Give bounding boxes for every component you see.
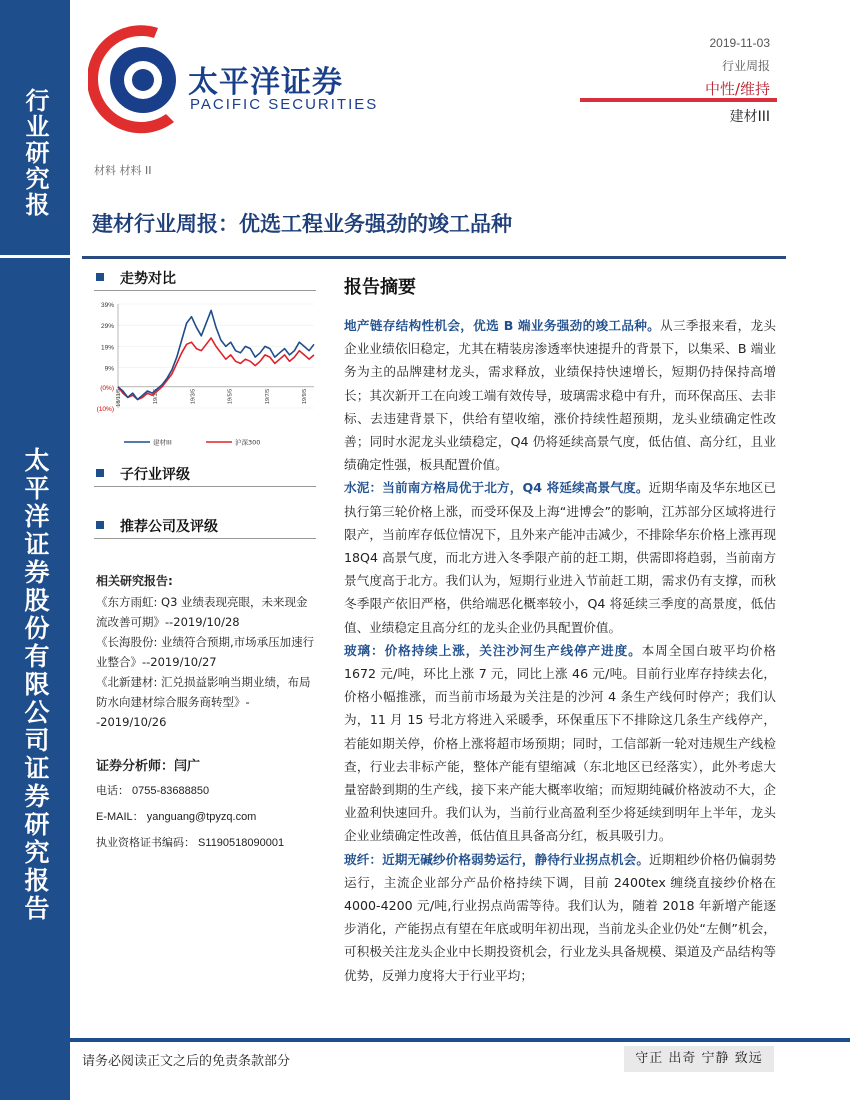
section-divider: [94, 290, 316, 291]
company-vertical-label: 太平洋证券股份有限公司证券研究报告: [21, 447, 50, 923]
summary-paragraph: [344, 476, 776, 638]
subsector-section-heading: [96, 464, 190, 484]
chart-x-tick-label: 19/7/5: [264, 388, 271, 405]
analyst-email[interactable]: E-MAIL： yanguang@tpyzq.com: [96, 811, 257, 823]
summary-paragraph: [344, 848, 776, 987]
paragraph-lead: 水泥：当前南方格局优于北方，Q4 将延续高景气度。: [344, 480, 649, 496]
paragraph-lead: 玻璃：价格持续上涨，关注沙河生产线停产进度。: [344, 642, 642, 658]
summary-paragraph: [344, 314, 776, 476]
related-report-link[interactable]: 《长海股份: 业绩符合预期,市场承压加速行业整合》--2019/10/27: [96, 635, 315, 669]
title-divider: [82, 256, 786, 259]
recommend-section-title: 推荐公司及评级: [120, 519, 218, 535]
paragraph-body: 从三季报来看，龙头企业业绩依旧稳定，尤其在精装房渗透率快速提升的背景下，以集采、B 端业务为主的品牌建材龙头，需求释放，业绩保持快速增长，短期仍持保持高增长；其次新开工在向竣工端有效传导，玻璃需求稳中有升，而环保高压、去非标、去违建背景下，供给有望收缩，涨价持续性超预期，龙头业绩确定性改善；同时水泥龙头业绩稳定，Q4 仍将延续高景气度，低估值、高分红，且业绩确定性强，板具配置价值。: [344, 318, 776, 473]
analyst-license: 执业资格证书编码： S1190518090001: [96, 837, 285, 849]
paragraph-body: 近期粗纱价格仍偏弱势运行，主流企业部分产品价格持续下调，目前 2400tex 缠绕直接纱价格在 4000-4200 元/吨,行业拐点尚需等待。我们认为，随着 2018 年新增产能逐步消化，产能拐点有望在年底或明年初出现，当前龙头企业仍处“左侧”机会，可积极关注龙头企业中长期投资机会，行业龙头具备规模、渠道及产品结构等优势，反弹力度将大于行业平均；: [344, 851, 777, 983]
industry-rating: 中性/维持: [704, 80, 770, 98]
chart-legend-label: 沪深300: [235, 438, 261, 447]
chart-y-tick-label: 9%: [104, 365, 114, 373]
paragraph-lead: 地产链存结构性机会，优选 B 端业务强劲的竣工品种。: [344, 318, 661, 333]
chart-y-tick-label: 19%: [100, 344, 114, 352]
rating-underline: [580, 98, 777, 102]
report-date: 2019-11-03: [709, 36, 770, 50]
logo-emblem-icon: [88, 22, 188, 142]
related-report-link[interactable]: 《北新建材: 汇兑损益影响当期业绩，布局防水向建材综合服务商转型》--2019/10/26: [96, 675, 311, 729]
paragraph-lead: 玻纤：近期无碱纱价格弱势运行，静待行业拐点机会。: [344, 851, 650, 867]
square-bullet-icon: [96, 469, 104, 477]
related-reports-title: 相关研究报告:: [96, 574, 173, 588]
section-divider: [94, 538, 316, 539]
analyst-phone: 电话： 0755-83688850: [96, 785, 210, 797]
trend-section-title: 走势对比: [120, 271, 176, 287]
logo-chinese-name: 太平洋证券: [188, 65, 343, 100]
trend-section-heading: [96, 268, 176, 288]
chart-y-tick-label: (0%): [100, 384, 114, 392]
summary-heading: 报告摘要: [344, 277, 416, 298]
chart-y-tick-label: 39%: [100, 302, 114, 309]
footer-divider: [70, 1038, 850, 1042]
page-title: 建材行业周报：优选工程业务强劲的竣工品种: [92, 211, 512, 236]
related-reports-list: [96, 592, 316, 732]
chart-x-tick-label: 18/11/5: [116, 388, 122, 407]
analyst-name: 证券分析师：闫广: [96, 759, 201, 774]
section-divider: [94, 486, 316, 487]
paragraph-body: 近期华南及华东地区已执行第三轮价格上涨，而受环保及上海“进博会”的影响，江苏部分区域将进行限产，当前库存低位情况下，且外来产能冲击减少，不排除华东价格上涨再现 18Q4 高景气度，而北方进入冬季限产前的赶工期，供需即将趋弱，当前南方景气度高于北方。我们认为，短期行业进入节前赶工期，需求仍有支撑，而秋冬季限产依旧严格，供给端恶化概率较小，Q4 将延续三季度的高景度，低估值、业绩稳定且高分红的龙头企业仍具配置价值。: [344, 480, 777, 635]
report-category-vertical-label: 行业研究报: [21, 88, 50, 218]
summary-paragraph: [344, 639, 776, 848]
chart-x-tick-label: 19/9/5: [302, 388, 308, 405]
chart-y-tick-label: (10%): [96, 406, 114, 413]
company-logo: [88, 22, 379, 142]
related-report-link[interactable]: 《东方雨虹: Q3 业绩表现亮眼，未来现金流改善可期》--2019/10/28: [96, 595, 308, 629]
chart-y-tick-label: 29%: [100, 323, 114, 331]
trend-chart: [88, 296, 324, 456]
logo-english-name: PACIFIC SECURITIES: [190, 96, 379, 113]
chart-x-tick-label: 19/5/5: [227, 388, 234, 405]
report-type: 行业周报: [721, 59, 770, 73]
chart-legend-label: 建材III: [153, 438, 172, 447]
trend-chart-svg: [88, 296, 324, 456]
paragraph-body: 本周全国白玻平均价格 1672 元/吨，环比上涨 7 元，同比上涨 46 元/吨。目前行业库存持续去化，价格小幅推涨，而当前市场最为关注是的沙河 4 条生产线何时停产；我们认为，11 月 15 号北方将进入采暖季，环保重压下不排除这几条生产线停产，若能如期关停，价格上涨将超市场预期；同时，工信部新一轮对违规生产线检查，行业去非标产能，整体产能有望缩减（东北地区已经落实），此外考虑大量窑龄到期的生产线，接下来产能大概率收缩；而短期纯碱价格波动不大，企业盈利快速回升。我们认为，当前行业高盈利至少将延续到明年上半年，龙头企业业绩确定性改善，低估值且具备高分红，板具吸引力。: [344, 642, 777, 844]
summary-body: [344, 314, 776, 987]
recommend-section-heading: [96, 516, 218, 536]
square-bullet-icon: [96, 521, 104, 529]
breadcrumb: 材料 材料 II: [94, 164, 152, 177]
sector-label: 建材III: [729, 109, 770, 125]
chart-x-tick-label: 19/1/5: [153, 388, 160, 405]
footer-disclaimer: 请务必阅读正文之后的免责条款部分: [82, 1054, 291, 1069]
footer-motto: 守正 出奇 宁静 致远: [624, 1046, 774, 1072]
subsector-section-title: 子行业评级: [120, 467, 190, 483]
square-bullet-icon: [96, 273, 104, 281]
chart-x-tick-label: 19/3/5: [190, 388, 197, 405]
